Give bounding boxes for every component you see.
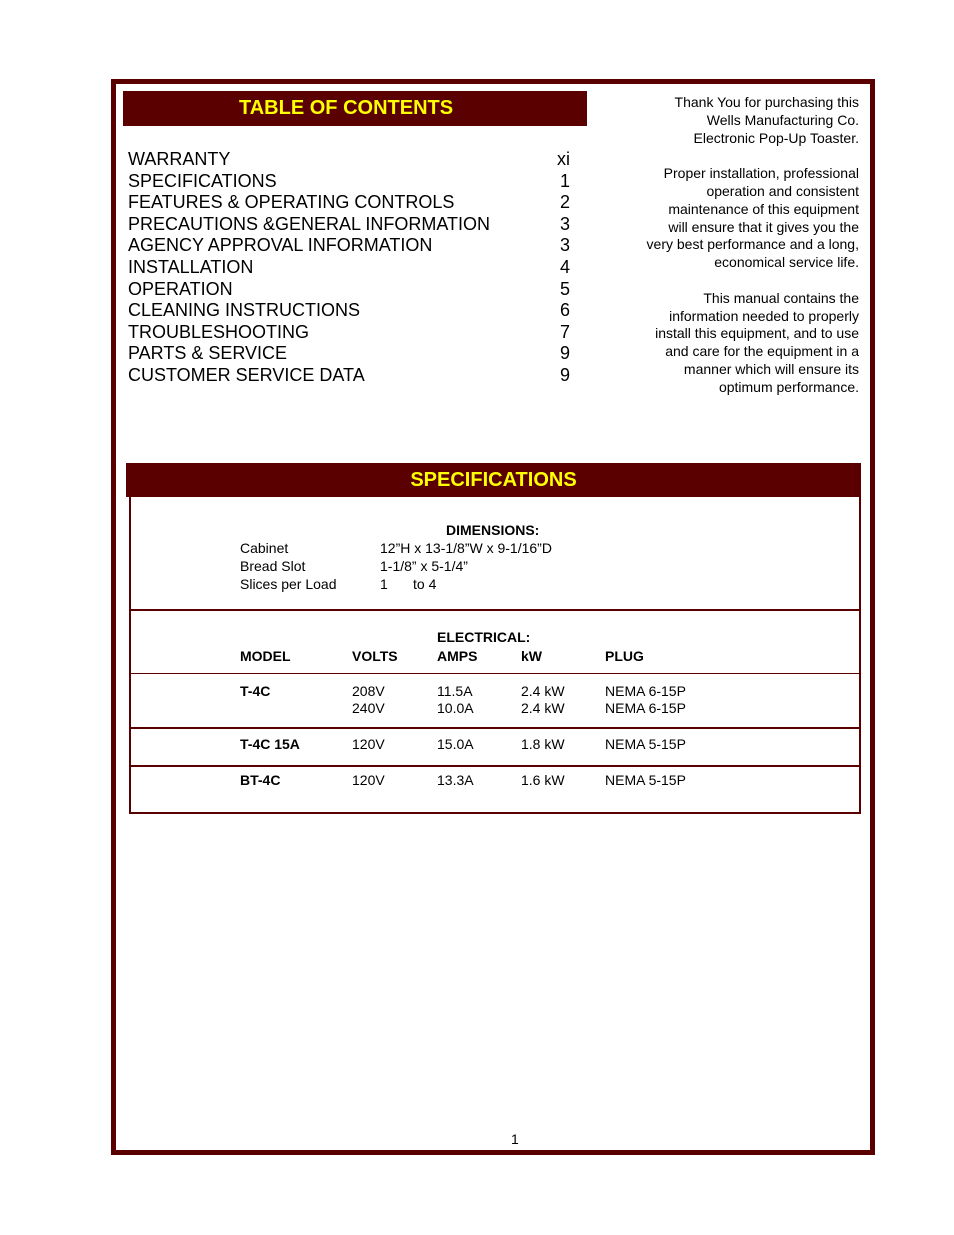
intro-line: This manual contains the	[703, 289, 859, 306]
dimension-label: Slices per Load	[240, 576, 337, 592]
model-cell: T-4C 15A	[240, 736, 300, 752]
volts-cell: 120V	[352, 736, 385, 752]
toc-entry-page: 9	[559, 364, 570, 385]
toc-entry-label: CLEANING INSTRUCTIONS	[128, 300, 361, 321]
intro-line: Electronic Pop-Up Toaster.	[693, 129, 859, 146]
volts-cell: 120V	[352, 772, 385, 788]
toc-entry-label: INSTALLATION	[128, 256, 254, 277]
column-header-volts: VOLTS	[352, 648, 398, 664]
toc-entry[interactable]	[128, 149, 570, 171]
intro-paragraph-1	[609, 94, 859, 147]
toc-entry-page: 2	[559, 192, 570, 213]
intro-line: install this equipment, and to use	[655, 325, 859, 342]
amps-cell: 10.0A	[437, 700, 474, 716]
section-divider	[129, 609, 861, 611]
plug-cell: NEMA 5-15P	[605, 736, 686, 752]
amps-cell: 13.3A	[437, 772, 474, 788]
plug-cell: NEMA 6-15P	[605, 683, 686, 699]
toc-entry-label: WARRANTY	[128, 149, 231, 169]
kw-cell: 2.4 kW	[521, 683, 565, 699]
amps-cell: 11.5A	[437, 683, 473, 699]
toc-entry[interactable]	[128, 279, 570, 301]
intro-line: Proper installation, professional	[663, 165, 859, 182]
toc-entry[interactable]	[128, 171, 570, 193]
toc-entry-label: PRECAUTIONS &GENERAL INFORMATION	[128, 213, 491, 234]
intro-line: Thank You for purchasing this	[674, 94, 859, 110]
dimension-value: 12”H x 13-1/8”W x 9-1/16”D	[380, 540, 552, 556]
dimension-value: 1	[380, 576, 388, 592]
toc-entry[interactable]	[128, 192, 570, 214]
model-cell: BT-4C	[240, 772, 281, 788]
intro-text	[609, 94, 859, 414]
toc-list	[128, 149, 570, 387]
plug-cell: NEMA 5-15P	[605, 772, 686, 788]
kw-cell: 2.4 kW	[521, 700, 565, 716]
dimension-value: 1-1/8” x 5-1/4”	[380, 558, 468, 574]
toc-entry[interactable]	[128, 365, 570, 387]
electrical-title: ELECTRICAL:	[437, 629, 531, 645]
dimension-label: Bread Slot	[240, 558, 306, 574]
dimension-label: Cabinet	[240, 540, 289, 556]
toc-entry-label: AGENCY APPROVAL INFORMATION	[128, 235, 433, 256]
toc-entry-label: TROUBLESHOOTING	[128, 321, 310, 342]
row-divider	[129, 673, 861, 674]
toc-entry-page: 1	[559, 170, 570, 191]
intro-paragraph-2	[609, 165, 859, 272]
toc-entry[interactable]	[128, 214, 570, 236]
model-cell: T-4C	[240, 683, 271, 699]
volts-cell: 240V	[352, 700, 385, 716]
toc-entry[interactable]	[128, 322, 570, 344]
toc-entry-page: xi	[557, 149, 570, 169]
toc-entry[interactable]	[128, 235, 570, 257]
intro-line: information needed to properly	[669, 307, 859, 324]
dimensions-title: DIMENSIONS:	[446, 522, 540, 538]
toc-entry-page: 6	[559, 300, 570, 321]
intro-line: manner which will ensure its	[683, 360, 859, 377]
toc-entry-label: SPECIFICATIONS	[128, 170, 277, 191]
specifications-heading: SPECIFICATIONS	[126, 463, 861, 497]
toc-entry-label: FEATURES & OPERATING CONTROLS	[128, 192, 455, 213]
intro-line: economical service life.	[714, 254, 859, 271]
intro-paragraph-3	[609, 290, 859, 397]
column-header-plug: PLUG	[605, 648, 644, 664]
toc-heading-bar	[123, 91, 587, 126]
toc-entry-page: 4	[559, 256, 570, 277]
intro-line: will ensure that it gives you the	[668, 218, 859, 235]
toc-entry[interactable]	[128, 257, 570, 279]
toc-heading: TABLE OF CONTENTS	[239, 97, 454, 119]
amps-cell: 15.0A	[437, 736, 474, 752]
toc-entry-label: OPERATION	[128, 278, 233, 299]
page-number: 1	[511, 1131, 519, 1147]
column-header-kw: kW	[521, 648, 542, 664]
intro-line: and care for the equipment in a	[665, 343, 859, 360]
toc-entry-label: CUSTOMER SERVICE DATA	[128, 364, 365, 385]
dimension-value: to 4	[413, 576, 437, 592]
intro-line: very best performance and a long,	[646, 236, 859, 253]
toc-entry-page: 7	[559, 321, 570, 342]
toc-entry-page: 3	[559, 213, 570, 234]
volts-cell: 208V	[352, 683, 385, 699]
plug-cell: NEMA 6-15P	[605, 700, 686, 716]
row-divider	[129, 765, 861, 767]
intro-line: Wells Manufacturing Co.	[706, 111, 859, 128]
toc-entry[interactable]	[128, 300, 570, 322]
toc-entry-label: PARTS & SERVICE	[128, 343, 288, 364]
toc-entry-page: 5	[559, 278, 570, 299]
column-header-model: MODEL	[240, 648, 291, 664]
intro-line: optimum performance.	[718, 378, 859, 395]
toc-entry-page: 9	[559, 343, 570, 364]
kw-cell: 1.6 kW	[521, 772, 565, 788]
intro-line: operation and consistent	[706, 182, 859, 199]
column-header-amps: AMPS	[437, 648, 478, 664]
row-divider	[129, 727, 861, 729]
kw-cell: 1.8 kW	[521, 736, 565, 752]
intro-line: maintenance of this equipment	[668, 200, 859, 217]
toc-entry[interactable]	[128, 343, 570, 365]
toc-entry-page: 3	[559, 235, 570, 256]
